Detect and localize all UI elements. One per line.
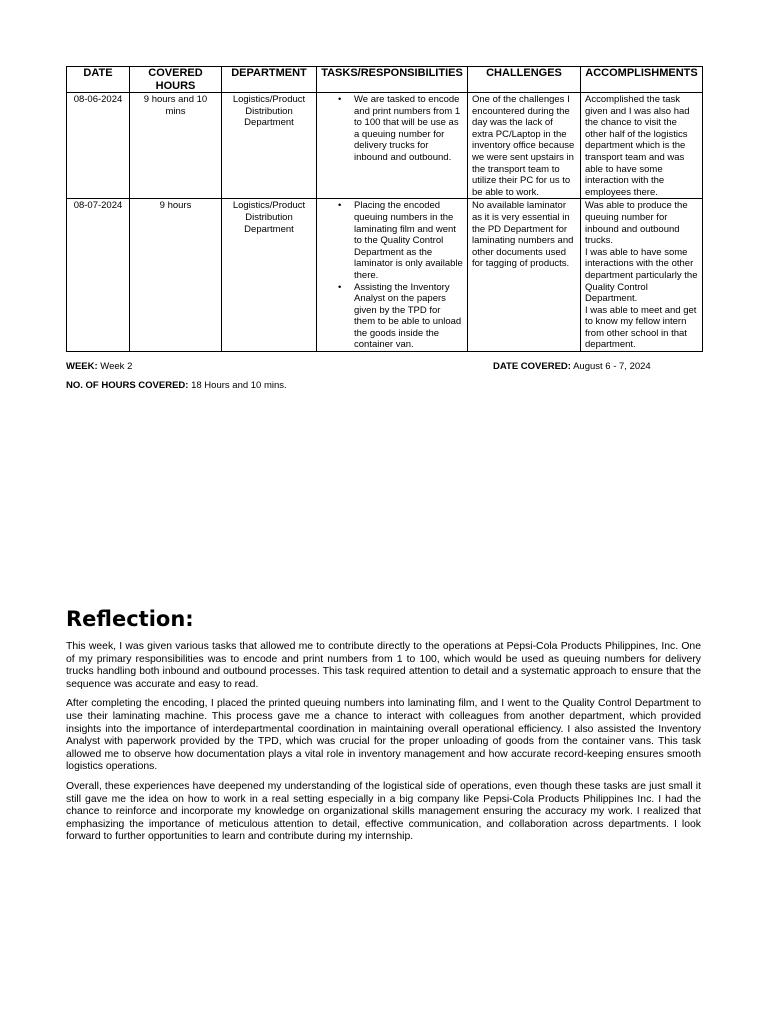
accomplishments-cell: [581, 199, 703, 352]
table-row: [67, 93, 703, 199]
hours-value: 18 Hours and 10 mins.: [188, 380, 287, 391]
reflection-paragraph: Overall, these experiences have deepened my understanding of the logistical side of operations, even though these tasks are just small it still gave me the idea on how to work in a real setting especially in a big company like Pepsi-Cola Products Philippines Inc. I had the chance to reinforce and incorporate my knowledge on organizational skills management ensuring the accuracy my work. I realized that emphasizing the importance of meticulous attention to detail, effective communication, and collaboration across departments. I look forward to further opportunities to learn and contribute during my internship.: [66, 780, 701, 843]
week-summary: [66, 361, 132, 373]
hours-cell: 9 hours: [130, 199, 222, 352]
hours-cell: 9 hours and 10 mins: [130, 93, 222, 199]
table-header-row: [67, 67, 703, 93]
hours-summary: [66, 380, 287, 392]
date-covered-label: DATE COVERED:: [493, 361, 571, 372]
week-value: Week 2: [97, 361, 133, 372]
department-cell: Logistics/Product Distribution Department: [222, 199, 317, 352]
accomplishment-line: Was able to produce the queuing number for inbound and outbound trucks.: [585, 200, 688, 247]
tasks-list: [321, 94, 463, 164]
header-department: DEPARTMENT: [222, 67, 317, 93]
reflection-paragraph: This week, I was given various tasks that allowed me to contribute directly to the operations at Pepsi-Cola Products Philippines, Inc. One of my primary responsibilities was to encode and print numbers from 1 to 100, which would be used as queuing numbers for delivery trucks handling both inbound and outbound processes. This task required attention to detail and a systematic approach to ensure that the sequence was accurate and easy to read.: [66, 641, 701, 690]
header-accomplishments: ACCOMPLISHMENTS: [581, 67, 703, 93]
tasks-cell: [317, 93, 468, 199]
header-date: DATE: [67, 67, 130, 93]
date-cell: 08-06-2024: [67, 93, 130, 199]
reflection-body: [66, 641, 701, 851]
task-item: • Assisting the Inventory Analyst on the papers given by the TPD for them to be able to unload the goods inside the container van.: [354, 282, 463, 352]
date-covered-summary: [493, 361, 651, 373]
accomplishment-line: I was able to meet and get to know my fellow intern from other school in that department.: [585, 304, 697, 351]
task-item: • We are tasked to encode and print numbers from 1 to 100 that will be use as a queuing number for delivery trucks for inbound and outbound.: [354, 94, 463, 164]
challenges-cell: No available laminator as it is very essential in the PD Department for laminating numbers and other documents used for tagging of products.: [468, 199, 581, 352]
accomplishment-line: Accomplished the task given and I was also had the chance to visit the other half of the logistics department which is the transport team and was able to have some interaction with the employees there.: [585, 94, 690, 198]
accomplishments-cell: [581, 93, 703, 199]
hours-label: NO. OF HOURS COVERED:: [66, 380, 189, 391]
date-cell: 08-07-2024: [67, 199, 130, 352]
tasks-cell: [317, 199, 468, 352]
header-covered-hours: COVERED HOURS: [130, 67, 222, 93]
reflection-paragraph: After completing the encoding, I placed the printed queuing numbers into laminating film, and I went to the Quality Control Department to use their laminating machine. This process gave me a chance to interact with colleagues from another department, which provided insights into the importance of interdepartmental coordination in maintaining overall operational efficiency. I also assisted the Inventory Analyst with paperwork provided by the TPD, which was crucial for the proper unloading of goods from the container vans. This task allowed me to observe how documentation plays a vital role in inventory management and how accurate record-keeping ensures smooth logistics operations.: [66, 698, 701, 773]
reflection-heading: Reflection:: [66, 607, 194, 631]
challenges-cell: One of the challenges I encountered during the day was the lack of extra PC/Laptop in the inventory office because we were sent upstairs in the transport team to utilize their PC for us to be able to work.: [468, 93, 581, 199]
accomplishment-line: I was able to have some interactions with the other department particularly the Quality Control Department.: [585, 246, 698, 305]
header-challenges: CHALLENGES: [468, 67, 581, 93]
header-tasks: TASKS/RESPONSIBILITIES: [317, 67, 468, 93]
department-cell: Logistics/Product Distribution Department: [222, 93, 317, 199]
date-covered-value: August 6 - 7, 2024: [570, 361, 651, 372]
weekly-log-table: [66, 66, 703, 352]
table-row: [67, 199, 703, 352]
task-item: • Placing the encoded queuing numbers in the laminating film and went to the Quality Control Department as the laminator is only available there.: [354, 200, 463, 281]
week-label: WEEK:: [66, 361, 98, 372]
tasks-list: [321, 200, 463, 351]
